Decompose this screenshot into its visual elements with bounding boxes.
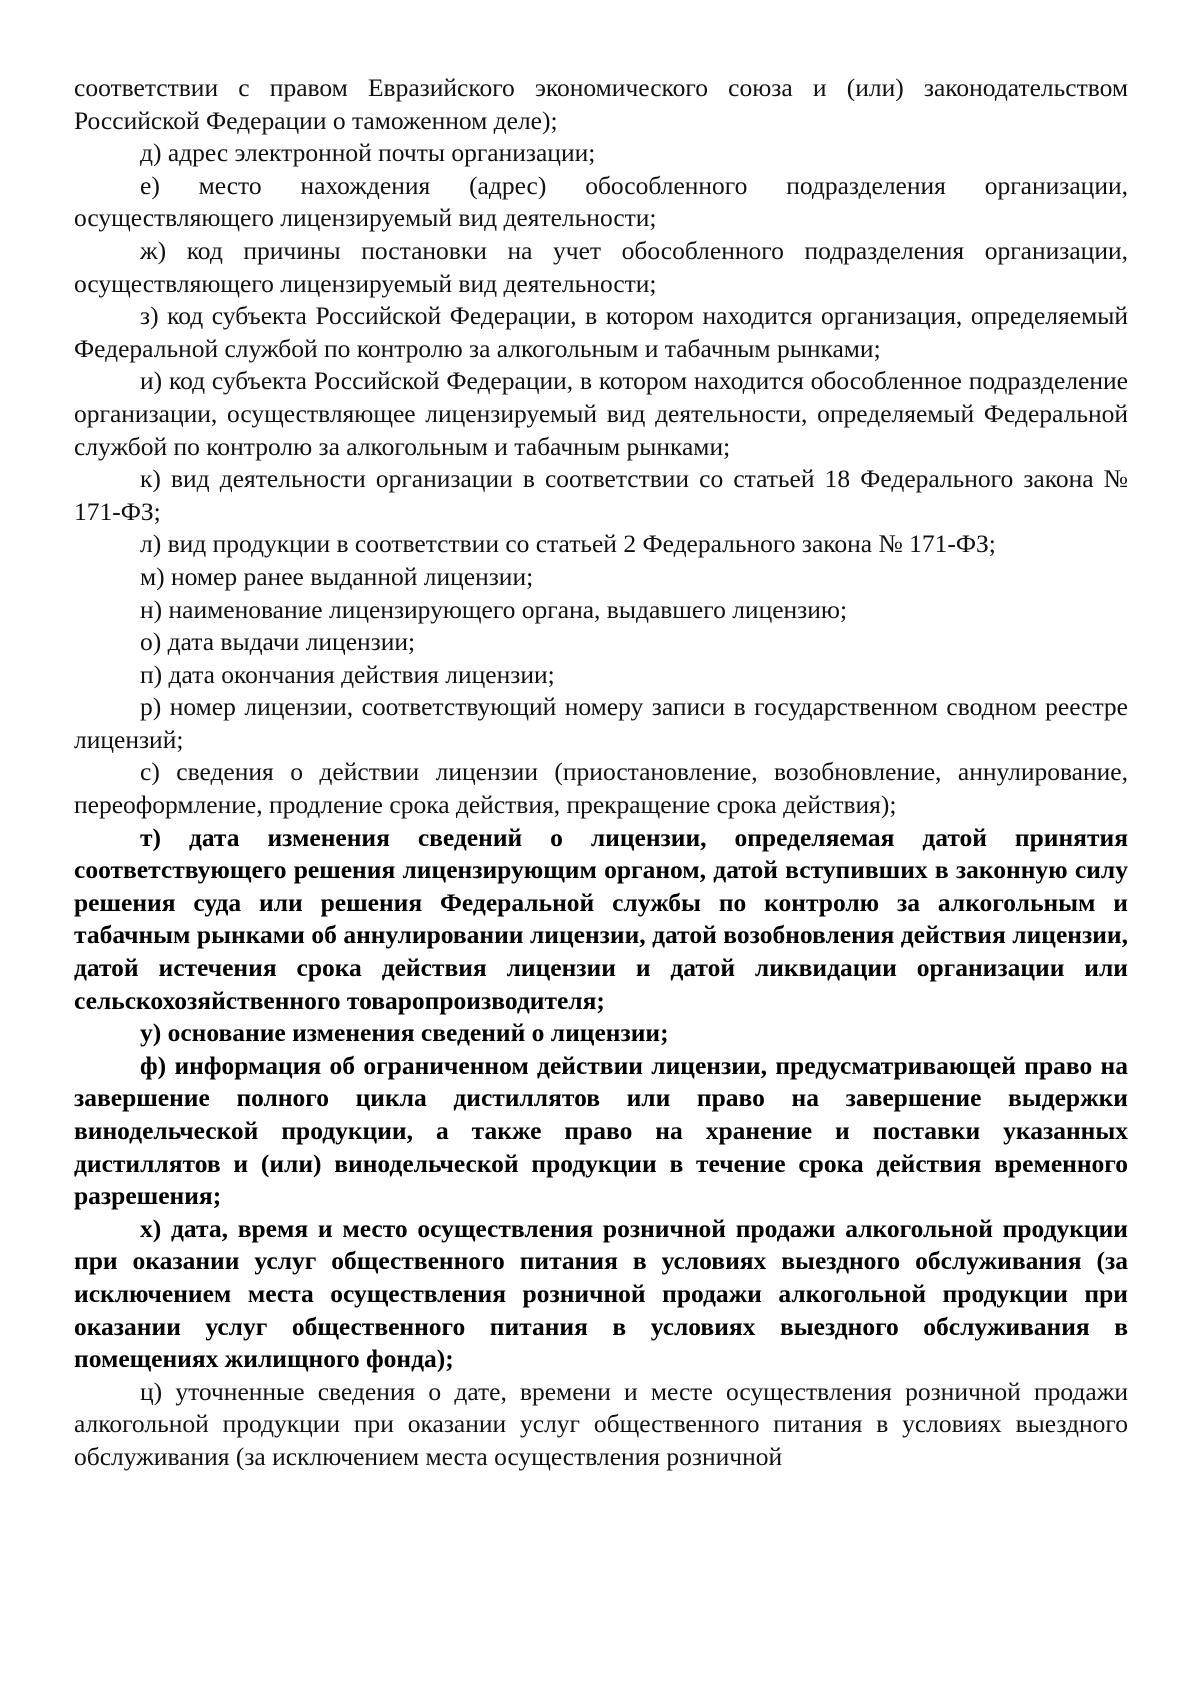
paragraph-k: к) вид деятельности организации в соответствии со статьей 18 Федерального закона № 171-ФЗ;: [74, 464, 1128, 526]
paragraph-i: и) код субъекта Российской Федерации, в котором находится обособленное подразделение организации, осуществляющее лицензируемый вид деятельности, определяемый Федеральной службой по контролю за алкогольным и табачным рынками;: [74, 366, 1128, 461]
paragraph-t: т) дата изменения сведений о лицензии, определяемая датой принятия соответствующего решения лицензирующим органом, датой вступивших в законную силу решения суда или решения Федеральной службы по контролю за алкогольным и табачным рынками об аннулировании лицензии, датой возобновления действия лицензии, датой истечения срока действия лицензии и датой ликвидации организации или сельскохозяйственного товаропроизводителя;: [74, 822, 1128, 1015]
paragraph-e: е) место нахождения (адрес) обособленного подразделения организации, осуществляющего лицензируемый вид деятельности;: [74, 170, 1128, 233]
paragraph-continuation: соответствии с правом Евразийского экономического союза и (или) законодательством Российской Федерации о таможенном деле);: [74, 73, 1128, 135]
paragraph-ts: ц) уточненные сведения о дате, времени и месте осуществления розничной продажи алкогольной продукции при оказании услуг общественного питания в условиях выездного обслуживания (за исключением места осуществления розничной: [74, 1376, 1128, 1471]
paragraph-r: р) номер лицензии, соответствующий номеру записи в государственном сводном реестре лицензий;: [74, 692, 1128, 754]
paragraph-m: м) номер ранее выданной лицензии;: [140, 561, 534, 591]
document-body: [74, 72, 1128, 1474]
paragraph-f: ф) информация об ограниченном действии лицензии, предусматривающей право на завершение полного цикла дистиллятов или право на завершение выдержки винодельческой продукции, а также право на хранение и поставки указанных дистиллятов и (или) винодельческой продукции в течение срока действия временного разрешения;: [74, 1050, 1128, 1211]
paragraph-n: н) наименование лицензирующего органа, выдавшего лицензию;: [140, 594, 848, 624]
paragraph-l: л) вид продукции в соответствии со статьей 2 Федерального закона № 171-ФЗ;: [140, 529, 996, 559]
paragraph-d: д) адрес электронной почты организации;: [140, 138, 596, 168]
paragraph-z: з) код субъекта Российской Федерации, в котором находится организация, определяемый Федеральной службой по контролю за алкогольным и табачным рынками;: [74, 301, 1128, 363]
paragraph-kh: х) дата, время и место осуществления розничной продажи алкогольной продукции при оказании услуг общественного питания в условиях выездного обслуживания (за исключением места осуществления розничной продажи алкогольной продукции при оказании услуг общественного питания в условиях выездного обслуживания в помещениях жилищного фонда);: [74, 1213, 1128, 1374]
paragraph-u: у) основание изменения сведений о лицензии;: [140, 1018, 669, 1048]
paragraph-s: с) сведения о действии лицензии (приостановление, возобновление, аннулирование, переоформление, продление срока действия, прекращение срока действия);: [74, 757, 1128, 820]
paragraph-zh: ж) код причины постановки на учет обособленного подразделения организации, осуществляющего лицензируемый вид деятельности;: [74, 235, 1128, 298]
paragraph-o: о) дата выдачи лицензии;: [140, 627, 416, 657]
paragraph-p: п) дата окончания действия лицензии;: [140, 659, 555, 689]
